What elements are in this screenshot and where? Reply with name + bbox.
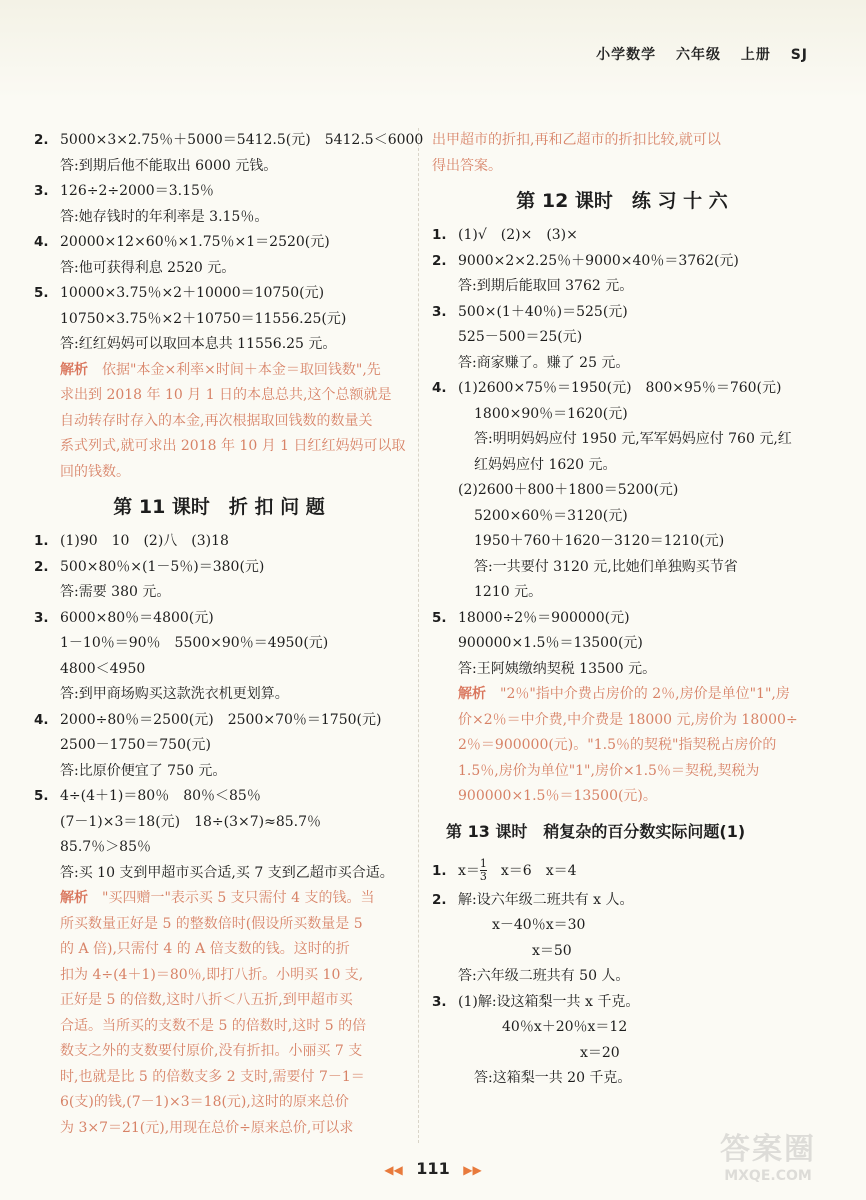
answer-3: 答:她存钱时的年利率是 3.15％。 bbox=[60, 208, 269, 225]
practice-1: 1. (1)√ (2)× (3)× bbox=[432, 227, 578, 243]
column-divider bbox=[418, 128, 419, 1143]
exercise-2: 2. 500×80％×(1－5％)＝380(元) bbox=[34, 558, 265, 575]
analysis-note-2: 解析 "买四赠一"表示买 5 支只需付 4 支的钱。当 所买数量正好是 5 的整数倍时(假设所买数量是 5 的 A 倍),只需付 4 的 A 倍支数的钱。这时的折 扣为 4÷(4＋1)＝80％,即打八折。小明买 10 支, 正好是 5 的倍数,这时八折＜八五折,到甲超市买 合适。当所买的支数不是 5 的倍数时,这时 5 的倍 数支之外的支数要付原价,没有折扣。小丽买 7 支 时,也就是比 5 的倍数支多 2 支时,需要付 7－1＝ 6(支)的钱,(7－1)×3＝18(元),这时的原来总价 为 3×7＝21(元),用现在总价÷原来总价,可以求 bbox=[60, 890, 375, 1136]
practice-3-answer: 答:商家赚了。赚了 25 元。 bbox=[458, 354, 630, 371]
fraction-one-third: $\frac{1}{3}$ bbox=[479, 857, 487, 883]
header-edition: SJ bbox=[790, 47, 808, 63]
exercise-4: 4. 2000÷80％＝2500(元) 2500×70％＝1750(元) bbox=[34, 711, 382, 728]
answer-2: 答:到期后他不能取出 6000 元钱。 bbox=[60, 157, 278, 174]
section-title-11: 第 11 课时 折 扣 问 题 bbox=[113, 496, 325, 518]
analysis-note-1: 解析 依据"本金×利率×时间＋本金＝取回钱数",先 求出到 2018 年 10 月 1 日的本息总共,这个总额就是 自动转存时存入的本金,再次根据取回钱数的数量关 系式列式,就可求出 2018 年 10 月 1 日红红妈妈可以取 回的钱数。 bbox=[60, 361, 406, 480]
lesson13-problem-2: 2. 解:设六年级二班共有 x 人。 bbox=[432, 891, 634, 908]
section-title-12: 第 12 课时 练 习 十 六 bbox=[516, 190, 728, 212]
answer-4: 答:他可获得利息 2520 元。 bbox=[60, 259, 236, 276]
lesson13-problem-2-answer: 答:六年级二班共有 50 人。 bbox=[458, 968, 630, 984]
page-header bbox=[582, 44, 808, 64]
analysis-note-continued: 出甲超市的折扣,再和乙超市的折扣比较,就可以 得出答案。 bbox=[432, 132, 721, 174]
header-volume: 上册 bbox=[740, 47, 771, 63]
practice-3: 3. 500×(1＋40％)＝525(元) bbox=[432, 303, 628, 320]
practice-5-answer: 答:王阿姨缴纳契税 13500 元。 bbox=[458, 660, 657, 677]
lesson13-problem-3-answer: 答:这箱梨一共 20 千克。 bbox=[474, 1070, 632, 1086]
practice-4-answer-1: 答:明明妈妈应付 1950 元,军军妈妈应付 760 元,红 bbox=[474, 431, 792, 447]
problem-5: 5. 10000×3.75％×2＋10000＝10750(元) bbox=[34, 285, 325, 301]
practice-4-answer-2: 答:一共要付 3120 元,比她们单独购买节省 bbox=[474, 558, 738, 575]
problem-2: 2. 5000×3×2.75％＋5000＝5412.5(元) 5412.5＜6000 bbox=[34, 132, 424, 148]
analysis-note-3: 解析 "2％"指中介费占房价的 2％,房价是单位"1",房 价×2％＝中介费,中介费是 18000 元,房价为 18000÷ 2％＝900000(元)。"1.5％的契税"指契税占房价的 1.5％,房价为单位"1",房价×1.5％＝契税,契税为 900000×1.5％＝13500(元)。 bbox=[458, 686, 798, 804]
exercise-1: 1. (1)90 10 (2)八 (3)18 bbox=[34, 533, 229, 549]
problem-4: 4. 20000×12×60％×1.75％×1＝2520(元) bbox=[34, 234, 330, 250]
practice-2-answer: 答:到期后能取回 3762 元。 bbox=[458, 278, 634, 294]
exercise-2-answer: 答:需要 380 元。 bbox=[60, 584, 171, 600]
exercise-4-answer: 答:比原价便宜了 750 元。 bbox=[60, 762, 227, 779]
exercise-5-answer: 答:买 10 支到甲超市买合适,买 7 支到乙超市买合适。 bbox=[60, 864, 394, 881]
header-subject: 小学数学 bbox=[596, 47, 657, 63]
prev-page-icon[interactable]: ◀◀ bbox=[384, 1163, 403, 1177]
problem-5-line2: 10750×3.75％×2＋10750＝11556.25(元) bbox=[60, 310, 347, 327]
section-title-13: 第 13 课时 稍复杂的百分数实际问题(1) bbox=[446, 821, 746, 841]
lesson13-problem-3: 3. (1)解:设这箱梨一共 x 千克。 bbox=[432, 993, 640, 1010]
problem-3: 3. 126÷2÷2000＝3.15％ bbox=[34, 183, 214, 199]
answer-5: 答:红红妈妈可以取回本息共 11556.25 元。 bbox=[60, 336, 337, 352]
practice-5: 5. 18000÷2％＝900000(元) bbox=[432, 609, 630, 626]
lesson13-problem-1: 1. x＝ $\frac{1}{3}$ x＝6 x＝4 bbox=[432, 857, 577, 883]
right-column: 出甲超市的折扣,再和乙超市的折扣比较,就可以 得出答案。 第 12 课时 练 习 十 六 1. (1)√ (2)× (3)× 2. 9000×2×2.25％＋9000×40％＝3762(元) 答:到期后能取回 3762 元。 3. 500×(1＋40％)＝525(元) 525－500＝25(元) 答:商家赚了。赚了 25 元。 4. (1)2600×75％＝1950(元) 800×95％＝760(元) 1800×90％＝1620(元) 答:明明妈妈应付 1950 元,军军妈妈应付 760 元,红 红妈妈应付 1620 元。 (2)2600＋800＋1800＝5200(元) 5200×60％＝3120(元) 1950＋760＋1620－3120＝1210(元) 答:一共要付 3120 元,比她们单独购买节省 1210 元。 5. 18000÷2％＝900000(元) 900000×1.5％＝13500(元) 答:王阿姨缴纳契税 13500 元。 解析 "2％"指中介费占房价的 2％,房价是单位"1",房 价×2％＝中介费,中介费是 18000 元,房价为 18000÷ 2％＝900000(元)。"1.5％的契税"指契税占房价的 1.5％,房价为单位"1",房价×1.5％＝契税,契税为 900000×1.5％＝13500(元)。 第 13 课时 稍复杂的百分数实际问题(1) 1. x＝ $\frac{1}{3}$ x＝6 x＝4 2. 解:设六年级二班共有 x 人。 x－40％x＝30 x＝50 答:六年级二班共有 50 人。 3. (1)解:设这箱梨一共 x 千克。 40％x＋20％x＝12 x＝20 答:这箱梨一共 20 千克。 bbox=[432, 128, 812, 1092]
practice-2: 2. 9000×2×2.25％＋9000×40％＝3762(元) bbox=[432, 252, 739, 269]
exercise-3-answer: 答:到甲商场购买这款洗衣机更划算。 bbox=[60, 686, 289, 702]
page-number: 111 bbox=[416, 1159, 450, 1178]
header-grade: 六年级 bbox=[675, 47, 721, 63]
exercise-3: 3. 6000×80％＝4800(元) bbox=[34, 609, 214, 626]
left-column: 2. 5000×3×2.75％＋5000＝5412.5(元) 5412.5＜6000 答:到期后他不能取出 6000 元钱。 3. 126÷2÷2000＝3.15％ 答:她存钱时的年利率是 3.15％。 4. 20000×12×60％×1.75％×1＝2520(元) 答:他可获得利息 2520 元。 5. 10000×3.75％×2＋10000＝10750(元) 10750×3.75％×2＋10750＝11556.25(元) 答:红红妈妈可以取回本息共 11556.25 元。 解析 依据"本金×利率×时间＋本金＝取回钱数",先 求出到 2018 年 10 月 1 日的本息总共,这个总额就是 自动转存时存入的本金,再次根据取回钱数的数量关 系式列式,就可求出 2018 年 10 月 1 日红红妈妈可以取 回的钱数。 第 11 课时 折 扣 问 题 1. (1)90 10 (2)八 (3)18 2. 500×80％×(1－5％)＝380(元) 答:需要 380 元。 3. 6000×80％＝4800(元) 1－10％＝90％ 5500×90％＝4950(元) 4800＜4950 答:到甲商场购买这款洗衣机更划算。 4. 2000÷80％＝2500(元) 2500×70％＝1750(元) 2500－1750＝750(元) 答:比原价便宜了 750 元。 5. 4÷(4＋1)＝80％ 80％＜85％ (7－1)×3＝18(元) 18÷(3×7)≈85.7％ 85.7％＞85％ 答:买 10 支到甲超市买合适,买 7 支到乙超市买合适。 解析 "买四赠一"表示买 5 支只需付 4 支的钱。当 所买数量正好是 5 的整数倍时(假设所买数量是 5 的 A 倍),只需付 4 的 A 倍支数的钱。这时的折 扣为 4÷(4＋1)＝80％,即打八折。小明买 10 支, 正好是 5 的倍数,这时八折＜八五折,到甲超市买 合适。当所买的支数不是 5 的倍数时,这时 5 的倍 数支之外的支数要付原价,没有折扣。小丽买 7 支 时,也就是比 5 的倍数支多 2 支时,需要付 7－1＝ 6(支)的钱,(7－1)×3＝18(元),这时的原来总价 为 3×7＝21(元),用现在总价÷原来总价,可以求 bbox=[34, 128, 404, 1141]
practice-4: 4. (1)2600×75％＝1950(元) 800×95％＝760(元) bbox=[432, 380, 782, 396]
next-page-icon[interactable]: ▶▶ bbox=[463, 1163, 482, 1177]
watermark-logo: 答案圈 MXQE.COM bbox=[720, 1132, 816, 1184]
exercise-5: 5. 4÷(4＋1)＝80％ 80％＜85％ bbox=[34, 788, 261, 804]
